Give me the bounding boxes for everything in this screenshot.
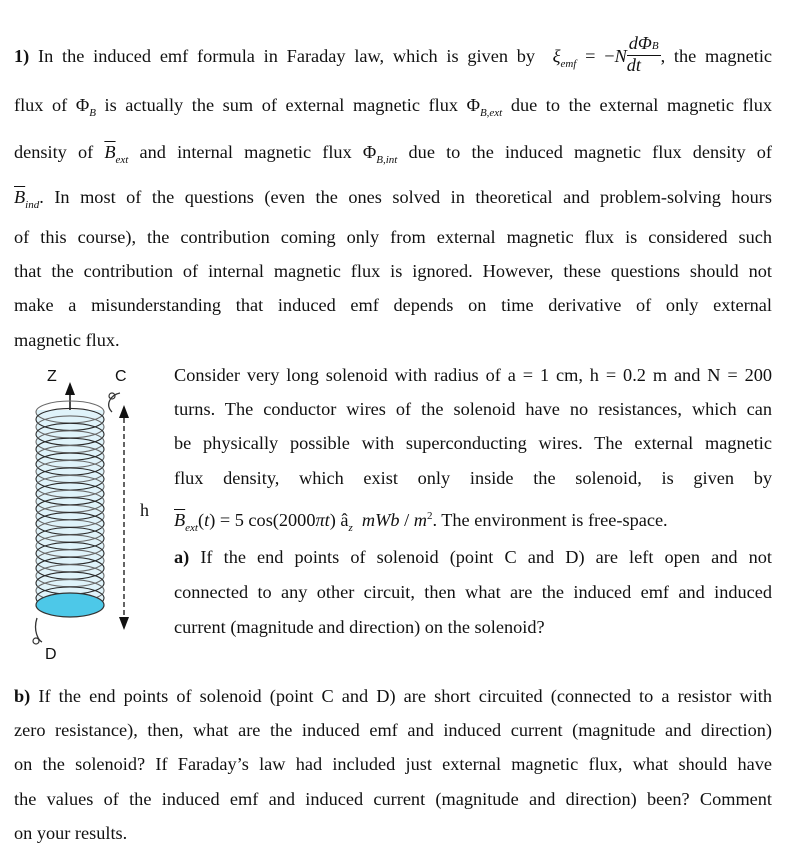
h-label: h — [140, 500, 149, 520]
right-line-3: be physically possible with superconducting wires. The external magnetic — [174, 433, 772, 453]
intro-text-1b: , the magnetic — [660, 46, 773, 67]
intro-text-1a: In the induced emf formula in Faraday law, which is given by — [38, 46, 536, 67]
part-a-text-1: If the end points of solenoid (point C and D) are left open and not — [200, 547, 772, 567]
terminal-d-icon — [33, 638, 39, 644]
intro-line-8: magnetic flux. — [14, 330, 120, 350]
right-line-1: Consider very long solenoid with radius of a = 1 cm, h = 0.2 m and N = 200 — [174, 365, 772, 385]
height-arrow-up — [119, 405, 129, 418]
bext-symbol: $\overline{B}_{ext}$ — [104, 142, 129, 166]
part-a-label: a) — [174, 547, 190, 567]
ext-flux-symbol: $\Phi_{B,ext}$ — [466, 95, 503, 119]
intro-text-4: . In most of the questions (even the ones solved in theoretical and problem-solving hours — [39, 187, 772, 207]
intro-line-7: make a misunderstanding that induced emf depends on time derivative of only external — [14, 295, 772, 315]
solenoid-coil — [36, 401, 104, 609]
right-text-5: . The environment is free-space. — [432, 510, 668, 531]
part-a-line-3: current (magnitude and direction) on the solenoid? — [174, 617, 545, 637]
z-label: Z — [47, 368, 57, 385]
faraday-formula: $\xi_{emf} = -N$ $\frac{\text{dΦB}}{dt}$ — [552, 33, 659, 75]
intro-text-2a: flux of — [14, 95, 68, 115]
part-b-line-5: on your results. — [14, 823, 128, 843]
part-a-line-2: connected to any other circuit, then what are the induced emf and induced — [174, 582, 772, 602]
intro-text-3a: density of — [14, 142, 94, 162]
question-number: 1) — [14, 46, 30, 67]
intro-text-3b: and internal magnetic flux — [139, 142, 352, 162]
right-line-4: flux density, which exist only inside the solenoid, is given by — [174, 468, 772, 488]
z-axis-arrow — [65, 382, 75, 395]
wire-top — [109, 393, 120, 412]
d-label: D — [45, 646, 57, 663]
right-line-2: turns. The conductor wires of the solenoid have no resistances, which can — [174, 399, 772, 419]
part-b-text-1: If the end points of solenoid (point C and D) are short circuited (connected to a resistor with — [38, 686, 773, 706]
intro-text-2b: is actually the sum of external magnetic flux — [104, 95, 458, 115]
bext-formula: $\overline{B}_{ext}(t) = 5$ cos(2000πt) $â_z$ mWb / $m^2$ — [174, 510, 433, 535]
c-label: C — [115, 368, 127, 385]
intro-text-3c: due to the induced magnetic flux density of — [408, 142, 772, 162]
flux-symbol: $\Phi_B$ — [75, 95, 96, 119]
int-flux-symbol: $\Phi_{B,int}$ — [362, 142, 398, 166]
intro-text-2c: due to the external magnetic flux — [510, 95, 772, 115]
part-b-line-2: zero resistance), then, what are the induced emf and induced current (magnitude and direction) — [14, 720, 772, 740]
part-b-line-3: on the solenoid? If Faraday’s law had included just external magnetic flux, what should have — [14, 754, 772, 774]
bind-symbol: $\overline{B}_{ind}$ — [14, 187, 40, 211]
height-arrow-down — [119, 617, 129, 630]
solenoid-base — [36, 593, 104, 617]
part-b-line-4: the values of the induced emf and induced current (magnitude and direction) been? Comment — [14, 789, 772, 809]
intro-line-5: of this course), the contribution coming only from external magnetic flux is considered such — [14, 227, 772, 247]
intro-line-6: that the contribution of internal magnetic flux is ignored. However, these questions should not — [14, 261, 772, 281]
part-b-label: b) — [14, 686, 31, 706]
